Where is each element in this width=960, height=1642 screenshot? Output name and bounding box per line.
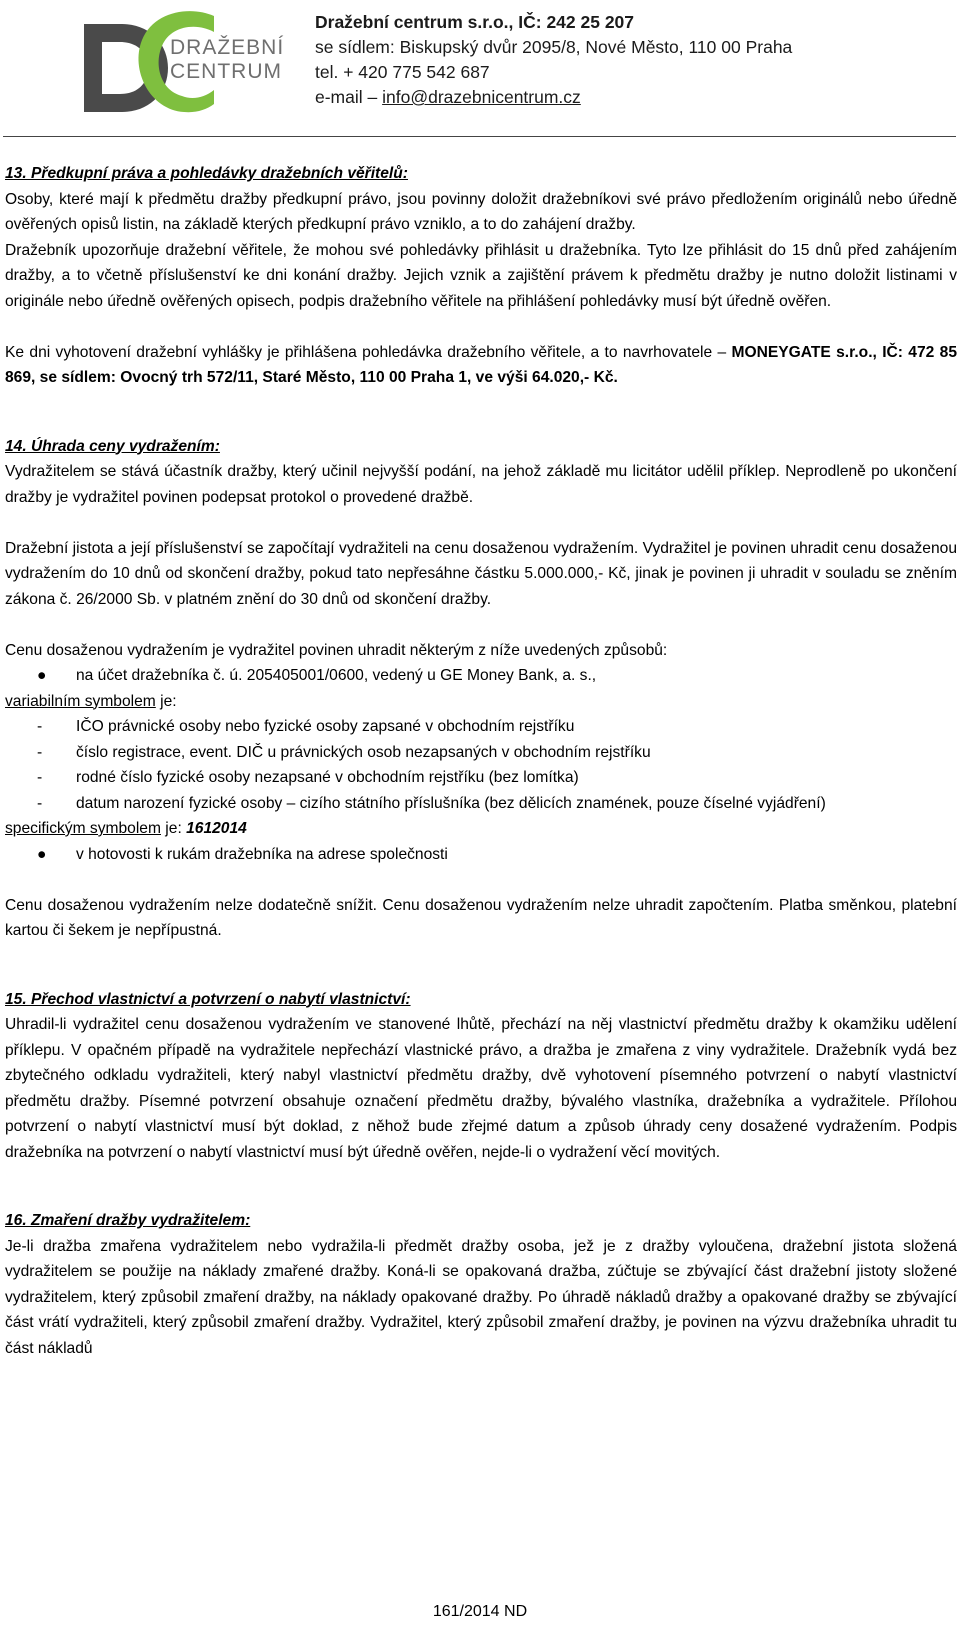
bullet-icon: ● [37, 667, 47, 684]
payment-option-cash: ● v hotovosti k rukám dražebníka na adrese společnosti [5, 842, 957, 868]
variable-symbol-line: variabilním symbolem je: [5, 692, 177, 710]
list-item: - datum narození fyzické osoby – cizího státního příslušníka (bez dělicích znamének, pouze číselné vyjádření) [5, 791, 957, 817]
logo-text-line2: CENTRUM [170, 60, 282, 83]
dash-icon: - [37, 794, 43, 812]
dash-icon: - [37, 718, 43, 735]
email-link[interactable]: info@drazebnicentrum.cz [382, 87, 581, 107]
section-15-paragraph-1: Uhradil-li vydražitel cenu dosaženou vydražením ve stanovené lhůtě, přechází na něj vlastnictví předmětu dražby k okamžiku udělení příklepu. V opačném případě na vydražitele nepřechází vlastnické právo, a dražba je zmařena z viny vydražitele. Dražebník vydá bez zbytečného odkladu vydražiteli, který nabyl vlastnictví předmětu dražby, dvě vyhotovení písemného potvrzení o nabytí vlastnictví předmětu dražby. Písemné potvrzení obsahuje označení předmětu dražby, bývalého vlastníka, dražebníka a vydražitele. Přílohou potvrzení o nabytí vlastnictví musí být doklad, z něhož bude zřejmé datum a způsob úhrady ceny dosažené vydražením. Podpis dražebníka na potvrzení o nabytí vlastnictví musí být úředně ověřen, nejde-li o vydražení věcí movitých. [5, 1016, 957, 1161]
section-14-paragraph-4: Cenu dosaženou vydražením nelze dodatečně snížit. Cenu dosaženou vydražením nelze uhradit započtením. Platba směnkou, platební kartou či šekem je nepřípustná. [5, 896, 957, 939]
page-header [0, 0, 960, 135]
list-item: - IČO právnické osoby nebo fyzické osoby zapsané v obchodním rejstříku [5, 714, 957, 740]
header-divider [3, 136, 956, 137]
section-13-paragraph-1: Osoby, které mají k předmětu dražby předkupní právo, jsou povinny doložit dražebníkovi své právo předložením originálů nebo úředně ověřených opisů listin, na základě kterých předkupní právo vzniklo, a to do zahájení dražby. [5, 190, 957, 233]
section-13-title: 13. Předkupní práva a pohledávky dražebních věřitelů: [5, 165, 408, 182]
section-16-title: 16. Zmaření dražby vydražitelem: [5, 1212, 251, 1229]
company-name: Dražební centrum s.r.o., IČ: 242 25 207 [315, 12, 635, 32]
payment-option-bank: ● na účet dražebníka č. ú. 205405001/0600, vedený u GE Money Bank, a. s., [5, 663, 957, 689]
dash-icon: - [37, 743, 43, 761]
contact-block [315, 10, 792, 110]
dash-icon: - [37, 769, 43, 786]
section-13-paragraph-3: Ke dni vyhotovení dražební vyhlášky je přihlášena pohledávka dražebního věřitele, a to navrhovatele – MONEYGATE s.r.o., IČ: 472 85 869, se sídlem: Ovocný trh 572/11, Staré Město, 110 00 Praha 1, ve výši 64.020,- Kč. [5, 343, 957, 386]
bullet-icon: ● [37, 845, 47, 863]
page-number: 161/2014 ND [432, 1603, 528, 1620]
section-16-paragraph-1: Je-li dražba zmařena vydražitelem nebo vydražila-li předmět dražby osoba, jež je z dražby vyloučena, dražební jistota složená vydražitelem se použije na náklady zmařené dražby. Koná-li se opakovaná dražba, zúčtuje se zbývající část dražební jistoty složené vydražitelem, který způsobil zmaření dražby, na náklady opakované dražby. Po úhradě nákladů dražby a opakované dražby se zbývající část vrátí vydražiteli, který způsobil zmaření dražby. Vydražitel, který způsobil zmaření dražby, je povinen na výzvu dražebníka uhradit tu část nákladů [5, 1237, 957, 1357]
list-item: - rodné číslo fyzické osoby nezapsané v obchodním rejstříku (bez lomítka) [5, 765, 957, 791]
company-logo [84, 6, 284, 118]
section-14-paragraph-1: Vydražitelem se stává účastník dražby, který učinil nejvyšší podání, na jehož základě mu licitátor udělil příklep. Neprodleně po ukončení dražby je vydražitel povinen podepsat protokol o provedené dražbě. [5, 463, 957, 506]
document-body [5, 161, 957, 1361]
section-14-paragraph-3: Cenu dosaženou vydražením je vydražitel povinen uhradit některým z níže uvedených způsobů: [5, 641, 668, 659]
section-13-paragraph-2: Dražebník upozorňuje dražební věřitele, že mohou své pohledávky přihlásit u dražebníka. Tyto lze přihlásit do 15 dnů před zahájením dražby, a to včetně příslušenství ke dni konání dražby. Jejich vznik a zajištění právem k předmětu dražby je nutno doložit listinami v originále nebo úředně ověřených opisech, podpis dražebního věřitele na přihlášení pohledávky musí být úředně ověřen. [5, 241, 957, 310]
section-15-title: 15. Přechod vlastnictví a potvrzení o nabytí vlastnictví: [5, 990, 411, 1008]
section-14-paragraph-2: Dražební jistota a její příslušenství se započítají vydražiteli na cenu dosaženou vydražením. Vydražitel je povinen uhradit cenu dosaženou vydražením do 10 dnů od skončení dražby, pokud tato nepřesáhne částku 5.000.000,- Kč, jinak je povinen ji uhradit v souladu se zněním zákona č. 26/2000 Sb. v platném znění do 30 dnů od skončení dražby. [5, 539, 957, 608]
list-item: - číslo registrace, event. DIČ u právnických osob nezapsaných v obchodním rejstříku [5, 740, 957, 766]
email-prefix: e-mail – [315, 87, 383, 107]
logo-text-line1: DRAŽEBNÍ [170, 36, 285, 59]
company-address: se sídlem: Biskupský dvůr 2095/8, Nové Město, 110 00 Praha [315, 37, 793, 57]
section-14-title: 14. Úhrada ceny vydražením: [5, 437, 220, 455]
specific-symbol-line: specifickým symbolem je: 1612014 [5, 820, 247, 837]
company-email-line [315, 85, 792, 110]
company-phone: tel. + 420 775 542 687 [315, 62, 490, 82]
